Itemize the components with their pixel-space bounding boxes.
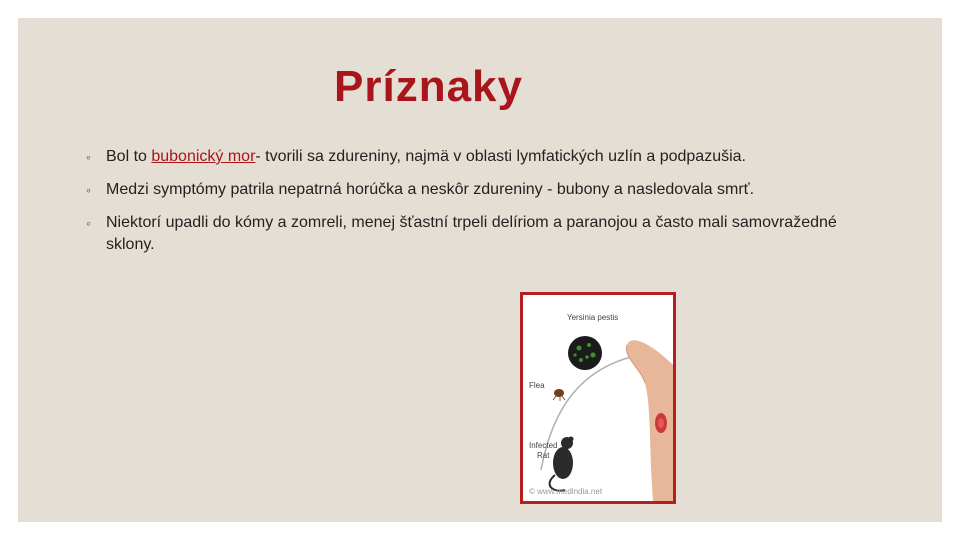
image-watermark: © www.medindia.net [529, 487, 603, 496]
plague-transmission-image [520, 292, 676, 504]
bullet-text-after: - tvorili sa zdureniny, najmä v oblasti lymfatických uzlín a podpazušia. [255, 148, 746, 165]
plague-illustration [523, 295, 673, 501]
rat-label-line2: Rat [537, 451, 550, 460]
transmission-arc [541, 357, 631, 470]
bullet-text: Medzi symptómy patrila nepatrná horúčka a neskôr zdureniny - bubony a nasledovala smrť. [106, 181, 755, 198]
bullet-text-before: Bol to [106, 148, 152, 165]
bullet-marker: ◦ [86, 182, 91, 198]
bullet-marker: ◦ [86, 215, 91, 231]
bullet-list [86, 146, 886, 267]
bullet-text: Niektorí upadli do kómy a zomreli, menej šťastní trpeli delíriom a paranojou a často mali samovražedné sklony. [106, 214, 837, 253]
flea-icon [554, 389, 564, 397]
bullet-marker: ◦ [86, 149, 91, 165]
infected-arm-icon [626, 340, 673, 501]
bacteria-label: Yersinia pestis [567, 313, 619, 322]
bullet-item [86, 146, 886, 168]
bullet-item [86, 179, 886, 201]
rat-label-line1: Infected [529, 441, 558, 450]
flea-label: Flea [529, 381, 545, 390]
bacteria-dish-icon [568, 336, 602, 370]
bullet-item [86, 212, 886, 256]
slide [18, 18, 942, 522]
slide-title: Príznaky [334, 62, 523, 111]
bubonic-plague-link[interactable]: bubonický mor [151, 148, 256, 165]
